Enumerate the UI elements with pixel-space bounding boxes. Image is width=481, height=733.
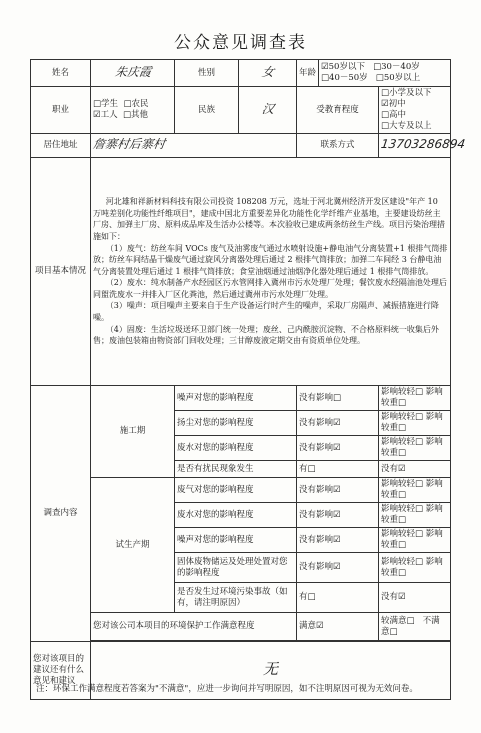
trial-answer-4-b[interactable] bbox=[379, 553, 451, 583]
contact-value bbox=[379, 134, 467, 158]
construction-answer-2-b-text: 影响较轻□ bbox=[381, 412, 424, 422]
construction-answer-1-c-text: 影响较重□ bbox=[381, 387, 443, 408]
survey-table bbox=[30, 59, 467, 700]
trial-answer-3-a[interactable]: 没有影响☑ bbox=[297, 528, 379, 553]
education-label: 受教育程度 bbox=[297, 87, 379, 134]
address-value bbox=[91, 134, 297, 158]
trial-item-3: 噪声对您的影响程度 bbox=[175, 528, 297, 553]
occupation-option-farmer[interactable]: □农民 bbox=[123, 99, 149, 109]
construction-answer-1-b[interactable] bbox=[379, 386, 451, 411]
address-handwriting: 詹寨村后寨村 bbox=[92, 137, 167, 151]
project-paragraph-4: （3）噪声：项目噪声主要来自于生产设备运行时产生的噪声，采取厂房隔声、减振措施进行降噪。 bbox=[93, 301, 439, 323]
construction-answer-2-a[interactable]: 没有影响☑ bbox=[297, 411, 379, 436]
trial-answer-4-b-text: 影响较轻□ bbox=[381, 556, 424, 567]
trial-period-label: 试生产期 bbox=[91, 478, 175, 613]
construction-answer-2-b[interactable] bbox=[379, 411, 451, 436]
age-label: 年龄 bbox=[297, 60, 319, 87]
construction-answer-3-a[interactable]: 没有影响☑ bbox=[297, 436, 379, 461]
construction-item-4: 是否有扰民现象发生 bbox=[175, 461, 297, 478]
satisfaction-answer-b[interactable] bbox=[379, 613, 451, 641]
trial-item-5: 是否发生过环境污染事故（如有，请注明原因） bbox=[175, 583, 297, 613]
trial-answer-3-c-text: 影响较重□ bbox=[381, 529, 443, 550]
gender-value bbox=[239, 60, 297, 87]
form-title: 公众意见调查表 bbox=[174, 33, 307, 53]
construction-answer-3-b[interactable] bbox=[379, 436, 451, 461]
age-options bbox=[319, 60, 451, 87]
construction-period-label: 施工期 bbox=[91, 386, 175, 478]
trial-answer-5-b[interactable]: 没有☑ bbox=[379, 583, 451, 613]
trial-item-4: 固体废物储运及处理处置对您的影响程度 bbox=[175, 553, 297, 583]
occupation-label: 职业 bbox=[31, 87, 91, 134]
construction-answer-3-c-text: 影响较重□ bbox=[381, 437, 443, 458]
trial-answer-5-a[interactable]: 有□ bbox=[297, 583, 379, 613]
age-option-3[interactable]: □40－50岁 bbox=[321, 73, 368, 83]
trial-item-2: 废水对您的影响程度 bbox=[175, 503, 297, 528]
footnote: 注：环保工作满意程度若答案为"不满意"，应进一步询问并写明原因，如不注明原因可视为无效问卷。 bbox=[36, 684, 418, 694]
satisfaction-item: 您对该公司本项目的环境保护工作满意程度 bbox=[91, 613, 297, 641]
satisfaction-answer-a[interactable]: 满意☑ bbox=[297, 613, 379, 641]
trial-item-1: 废气对您的影响程度 bbox=[175, 478, 297, 503]
age-option-4[interactable]: □50岁以上 bbox=[375, 73, 421, 83]
construction-answer-2-c-text: 影响较重□ bbox=[381, 412, 443, 433]
construction-answer-1-b-text: 影响较轻□ bbox=[381, 387, 424, 397]
education-option-senior[interactable]: □高中 bbox=[381, 110, 407, 120]
suggestion-label: 您对该项目的建议还有什么意见和建议 bbox=[31, 642, 91, 700]
construction-answer-1-a[interactable]: 没有影响□ bbox=[297, 386, 379, 411]
project-paragraph-3: （2）废水：纯水制备产水经园区污水管网排入冀州市污水处理厂处理；餐饮废水经隔油池处理后同盥洗废水一并排入厂区化粪池，然后通过冀州市污水处理厂处理。 bbox=[93, 278, 447, 299]
trial-answer-1-b[interactable] bbox=[379, 478, 451, 503]
gender-handwriting: 女 bbox=[260, 64, 275, 79]
construction-item-3: 废水对您的影响程度 bbox=[175, 436, 297, 461]
construction-answer-3-b-text: 影响较轻□ bbox=[381, 437, 424, 447]
occupation-options bbox=[91, 87, 175, 134]
project-description bbox=[91, 158, 451, 386]
name-label: 姓名 bbox=[31, 60, 91, 87]
occupation-option-other[interactable]: □其他 bbox=[123, 110, 149, 120]
age-option-2[interactable]: □30－40岁 bbox=[373, 62, 420, 72]
trial-answer-2-b-text: 影响较轻□ bbox=[381, 504, 424, 514]
education-options bbox=[379, 87, 451, 134]
trial-answer-2-b[interactable] bbox=[379, 503, 451, 528]
contact-label: 联系方式 bbox=[297, 134, 379, 158]
trial-answer-1-a[interactable]: 没有影响☑ bbox=[297, 478, 379, 503]
construction-item-1: 噪声对您的影响程度 bbox=[175, 386, 297, 411]
contact-handwriting: 13703286894 bbox=[380, 137, 467, 151]
trial-answer-4-a[interactable]: 没有影响☑ bbox=[297, 553, 379, 583]
trial-answer-3-b-text: 影响较轻□ bbox=[381, 529, 424, 539]
project-paragraph-1: 河北雄和祥新材料科技有限公司投资 108208 万元，选址于河北冀州经济开发区建设"年产 10 万吨差别化功能性纤维项目"，建成中国北方重要差异化功能性化学纤维产业基地，主要建设纺丝主厂房、加弹主厂房、原料成品库及生活办公楼等。本次验收已建成两条纺丝生产线。项目污染治理措施如下： bbox=[93, 197, 445, 241]
education-option-primary[interactable]: □小学及以下 bbox=[381, 88, 432, 98]
ethnicity-label: 民族 bbox=[175, 87, 239, 134]
education-option-college[interactable]: □大专及以上 bbox=[381, 121, 432, 131]
survey-label: 调查内容 bbox=[31, 386, 91, 642]
address-label: 居住地址 bbox=[31, 134, 91, 158]
project-label: 项目基本情况 bbox=[31, 158, 91, 386]
suggestion-handwriting: 无 bbox=[263, 659, 279, 678]
gender-label: 性别 bbox=[175, 60, 239, 87]
construction-answer-4-a[interactable]: 有□ bbox=[297, 461, 379, 478]
project-paragraph-5: （4）固废：生活垃圾送环卫部门统一处理；废丝、己内酰胺沉淀物、不合格原料统一收集后外售；废油包装箱由物资部门回收处理；三甘醇废液定期交由有资质单位处理。 bbox=[93, 324, 439, 346]
trial-answer-2-a[interactable]: 没有影响☑ bbox=[297, 503, 379, 528]
ethnicity-value bbox=[239, 87, 297, 134]
age-option-1[interactable]: ☑50岁以下 bbox=[321, 62, 365, 72]
name-value bbox=[91, 60, 175, 87]
ethnicity-handwriting: 汉 bbox=[260, 101, 275, 116]
occupation-option-worker[interactable]: ☑工人 bbox=[93, 110, 118, 120]
satisfaction-answer-c-text: 不满意□ bbox=[381, 615, 440, 637]
construction-item-2: 扬尘对您的影响程度 bbox=[175, 411, 297, 436]
satisfaction-answer-b-text: 较满意□ bbox=[381, 615, 415, 626]
education-option-junior[interactable]: ☑初中 bbox=[381, 99, 406, 109]
trial-answer-3-b[interactable] bbox=[379, 528, 451, 553]
trial-answer-2-c-text: 影响较重□ bbox=[381, 504, 443, 525]
construction-answer-4-b[interactable]: 没有☑ bbox=[379, 461, 451, 478]
occupation-option-student[interactable]: □学生 bbox=[93, 99, 119, 109]
name-handwriting: 朱庆霞 bbox=[113, 64, 152, 79]
trial-answer-4-c-text: 影响较重□ bbox=[381, 556, 443, 578]
project-paragraph-2: （1）废气：纺丝车间 VOCs 废气及油雾废气通过水喷射设施+静电油气分离装置+1 根排气筒排放；纺丝车间结晶干燥废气通过旋风分离器处理后通过 2 根排气筒排放；加弹二车间经 3 台静电油气分离装置处理后通过 1 根排气筒排放；食堂油烟通过油烟净化器处理后通过 1 根排气筒排放。 bbox=[93, 243, 448, 276]
trial-answer-1-b-text: 影响较轻□ bbox=[381, 479, 424, 489]
trial-answer-1-c-text: 影响较重□ bbox=[381, 479, 443, 500]
